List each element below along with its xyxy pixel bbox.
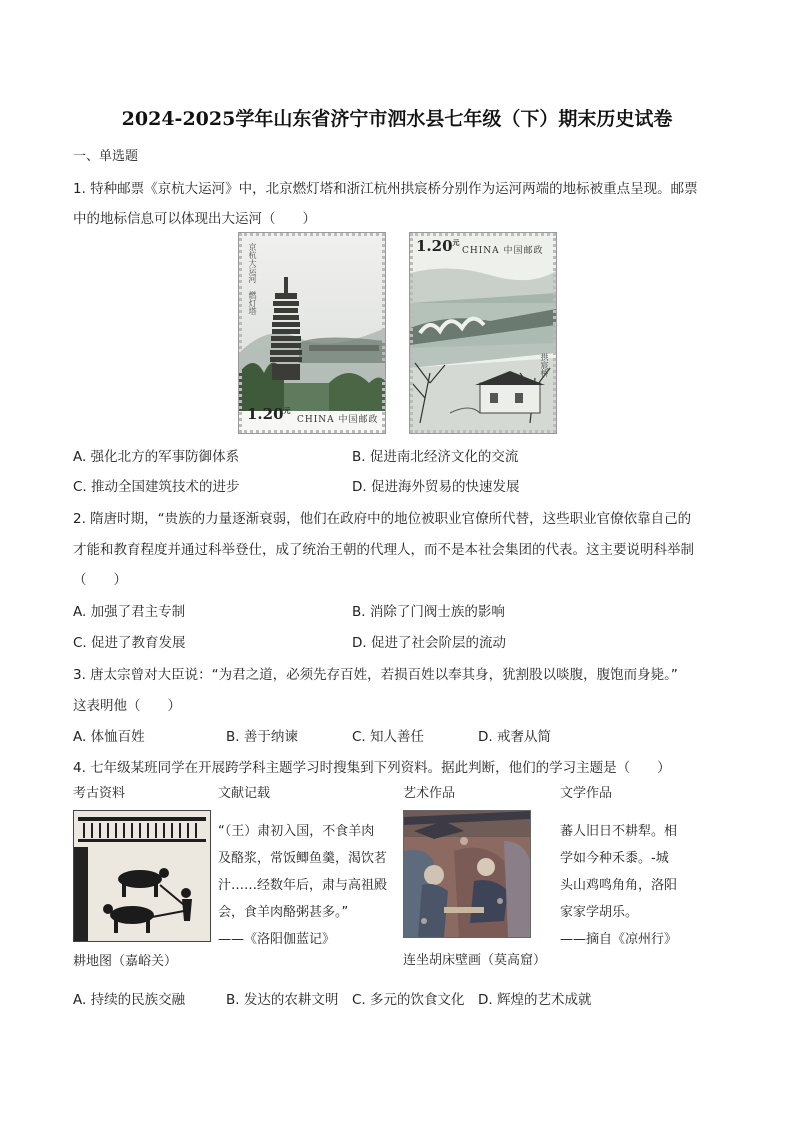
mural-image (403, 810, 531, 938)
q3-stem-line1: 3. 唐太宗曾对大臣说：“为君之道，必须先存百姓，若损百姓以奉其身，犹割股以啖腹，腹饱而身毙。” (73, 667, 678, 683)
mural-illustration (404, 811, 530, 937)
stamp-pagoda (238, 232, 386, 434)
q2-option-a[interactable]: A. 加强了君主专制 (73, 604, 186, 620)
q3-option-c[interactable]: C. 知人善任 (352, 729, 425, 745)
header-archaeology: 考古资料 (73, 786, 126, 801)
q4-option-a[interactable]: A. 持续的民族交融 (73, 992, 186, 1008)
bridge-illustration (410, 233, 556, 433)
q1-stem-line1: 1. 特种邮票《京杭大运河》中，北京燃灯塔和浙江杭州拱宸桥分别作为运河两端的地标被重点呈现。邮票 (73, 181, 698, 197)
doc-quote-source: ——《洛阳伽蓝记》 (218, 932, 336, 947)
plowing-image-caption: 耕地图（嘉峪关） (73, 954, 178, 969)
lit-quote-line: 家家学胡乐。 (560, 905, 639, 920)
lit-quote-line: 蕃人旧日不耕犁。相 (560, 824, 678, 839)
stamp-left-country: CHINA 中国邮政 (297, 415, 379, 425)
q1-option-a[interactable]: A. 强化北方的军事防御体系 (73, 449, 240, 465)
lit-quote-line: 头山鸡鸣角角，洛阳 (560, 878, 678, 893)
plowing-brick-image (73, 810, 211, 942)
header-literature-records: 文献记载 (218, 786, 271, 801)
q4-option-c[interactable]: C. 多元的饮食文化 (352, 992, 465, 1008)
lit-quote-source: ——摘自《凉州行》 (560, 932, 678, 947)
q3-option-b[interactable]: B. 善于纳谏 (226, 729, 298, 745)
doc-quote-line: 汁……经数年后，肃与高祖殿 (218, 878, 388, 893)
pagoda-illustration (239, 233, 385, 433)
header-literary-works: 文学作品 (560, 786, 613, 801)
q1-option-d[interactable]: D. 促进海外贸易的快速发展 (352, 479, 520, 495)
q1-option-c[interactable]: C. 推动全国建筑技术的进步 (73, 479, 240, 495)
q4-option-d[interactable]: D. 辉煌的艺术成就 (478, 992, 592, 1008)
exam-title: 2024-2025学年山东省济宁市泗水县七年级（下）期末历史试卷 (121, 108, 673, 130)
q4-stem-line1: 4. 七年级某班同学在开展跨学科主题学习时搜集到下列资料。据此判断，他们的学习主题是（ ） (73, 760, 671, 776)
q2-stem-line3: （ ） (73, 572, 127, 588)
section-heading: 一、单选题 (73, 149, 139, 164)
plowing-illustration (74, 811, 210, 941)
header-artwork: 艺术作品 (403, 786, 456, 801)
q2-stem-line2: 才能和教育程度并通过科举登仕，成了统治王朝的代理人，而不是本社会集团的代表。这主要说明科举制 (73, 542, 694, 558)
q3-stem-line2: 这表明他（ ） (73, 698, 181, 714)
q3-option-a[interactable]: A. 体恤百姓 (73, 729, 145, 745)
doc-quote-block (218, 818, 398, 953)
lit-quote-block (560, 818, 720, 953)
doc-quote-line: 及酪浆，常饭鲫鱼羹，渴饮茗 (218, 851, 388, 866)
q2-stem-line1: 2. 隋唐时期，“贵族的力量逐渐衰弱，他们在政府中的地位被职业官僚所代替，这些职业官僚依靠自己的 (73, 511, 692, 527)
q2-option-c[interactable]: C. 促进了教育发展 (73, 635, 186, 651)
q2-option-d[interactable]: D. 促进了社会阶层的流动 (352, 635, 506, 651)
q3-option-d[interactable]: D. 戒奢从简 (478, 729, 551, 745)
q1-option-b[interactable]: B. 促进南北经济文化的交流 (352, 449, 519, 465)
stamp-bridge (409, 232, 557, 434)
stamp-right-price: $1.20^元$ (416, 237, 460, 255)
doc-quote-line: “（王）肃初入国，不食羊肉 (218, 824, 375, 839)
stamp-right-country: CHINA 中国邮政 (462, 246, 544, 256)
lit-quote-line: 学如今种禾黍。-城 (560, 851, 669, 866)
q1-stem-line2: 中的地标信息可以体现出大运河（ ） (73, 211, 316, 227)
stamp-left-title: 京杭大运河 燃灯塔 (248, 243, 257, 315)
mural-image-caption: 连坐胡床壁画（莫高窟） (403, 953, 547, 968)
q2-option-b[interactable]: B. 消除了门阀士族的影响 (352, 604, 505, 620)
doc-quote-line: 会，食羊肉酪粥甚多。” (218, 905, 349, 920)
stamp-left-price: $1.20^元$ (247, 405, 291, 423)
stamp-right-title: 拱宸桥 (540, 353, 549, 377)
q4-option-b[interactable]: B. 发达的农耕文明 (226, 992, 339, 1008)
